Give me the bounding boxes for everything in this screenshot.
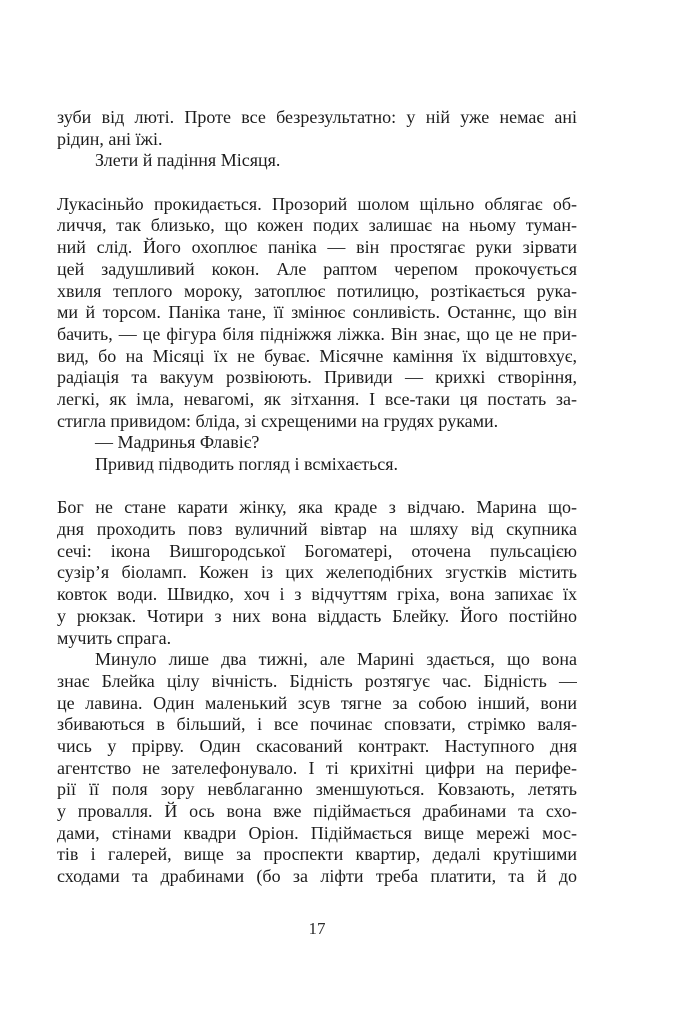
page-number: 17 xyxy=(308,919,326,938)
text-line: чись у прірву. Один скасований контракт. Наступного дня xyxy=(57,735,577,756)
text-line: зуби від люті. Проте все безрезультатно: у ній уже немає ані xyxy=(57,107,577,127)
text-line: знає Блейка цілу вічність. Бідність розтягує час. Бідність — xyxy=(57,670,577,691)
text-line: у провалля. Й ось вона вже підіймається драбинами та схо- xyxy=(57,801,577,821)
text-line: Злети й падіння Місяця. xyxy=(95,150,281,171)
text-line: сходами та драбинами (бо за ліфти треба платити, та й до xyxy=(57,866,577,887)
text-line: стигла привидом: бліда, зі схрещеними на грудях руками. xyxy=(57,410,499,431)
text-line: Лукасіньйо прокидається. Прозорий шолом щільно облягає об- xyxy=(57,193,577,214)
text-line: тів і галерей, вище за проспекти квартир, дедалі крутішими xyxy=(57,844,577,865)
text-line: дами, стінами квадри Оріон. Підіймається вище мережі мос- xyxy=(57,822,577,843)
text-line: мучить спрага. xyxy=(57,627,172,648)
text-line: рії її поля зору невблаганно зменшуються. Ковзають, летять xyxy=(57,779,577,800)
text-line: ковток води. Швидко, хоч і з відчуттям гріха, вона запихає їх xyxy=(57,584,577,605)
text-line: хвиля теплого мороку, затоплює потилицю, розтікається рука- xyxy=(57,280,577,301)
text-line: цей задушливий кокон. Але раптом черепом прокочується xyxy=(57,258,577,279)
text-line: ми й торсом. Паніка тане, її змінює сонливість. Останнє, що він xyxy=(57,302,577,323)
text-line: легкі, як імла, невагомі, як зітхання. І все-таки ця постать за- xyxy=(57,388,577,409)
text-line: ний слід. Його охоплює паніка — він простягає руки зірвати xyxy=(57,237,577,258)
text-line: бачить, — це фігура біля підніжжя ліжка. Він знає, що це не при- xyxy=(57,323,577,344)
text-line: вид, бо на Місяці їх не буває. Місячне каміння їх відштовхує, xyxy=(57,345,577,366)
text-line: рідин, ані їжі. xyxy=(57,128,163,149)
text-line: це лавина. Один маленький зсув тягне за собою інший, вони xyxy=(57,692,577,713)
text-line: радіація та вакуум розвіюють. Привиди — крихкі створіння, xyxy=(57,367,577,388)
text-line: Минуло лише два тижні, але Марині здається, що вона xyxy=(95,649,577,670)
text-line: у рюкзак. Чотири з них вона віддасть Блейку. Його постійно xyxy=(57,605,577,626)
text-line: личчя, так близько, що кожен подих залишає на ньому туман- xyxy=(57,215,577,236)
text-line: Бог не стане карати жінку, яка краде з відчаю. Марина що- xyxy=(57,497,577,518)
text-line: сечі: ікона Вишгородської Богоматері, оточена пульсацією xyxy=(57,540,577,561)
section-break xyxy=(57,476,577,498)
text-line: — Мадринья Флавіє? xyxy=(95,432,260,453)
page-text xyxy=(57,107,577,888)
text-line: агентство не зателефонувало. І ті крихітні цифри на перифе- xyxy=(57,757,577,778)
text-line: Привид підводить погляд і всміхається. xyxy=(95,454,399,474)
text-line: дня проходить повз вуличний вівтар на шляху від скупника xyxy=(57,519,577,540)
text-line: збиваються в більший, і все починає сповзати, стрімко валя- xyxy=(57,714,577,735)
text-line: сузір’я біоламп. Кожен із цих желеподібних згустків містить xyxy=(57,562,577,583)
section-break xyxy=(57,172,577,194)
